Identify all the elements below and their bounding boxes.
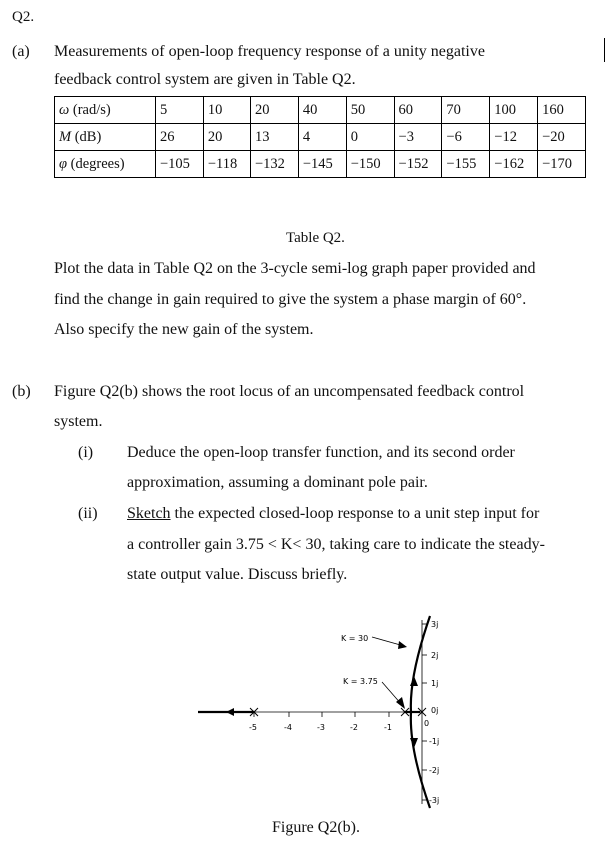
table-row-omega	[55, 97, 586, 124]
table-cell: −150	[346, 151, 394, 178]
table-cell: 5	[156, 97, 204, 124]
table-cell: 20	[203, 124, 250, 151]
table-row-magnitude	[55, 124, 586, 151]
real-tick-label: -4	[284, 723, 292, 732]
sub-i-label: (i)	[78, 444, 94, 461]
part-a-instr-line1: Plot the data in Table Q2 on the 3-cycle semi-log graph paper provided and	[54, 260, 536, 277]
imag-tick-label: 0j	[431, 706, 439, 715]
imag-tick-label: -2j	[429, 766, 440, 775]
real-tick-label: -3	[317, 723, 325, 732]
row-header-magnitude: M (dB)	[55, 124, 156, 151]
table-cell: −132	[250, 151, 298, 178]
k30-label: K = 30	[341, 634, 369, 643]
table-row-phase	[55, 151, 586, 178]
k375-label: K = 3.75	[343, 677, 378, 686]
table-cell: −162	[490, 151, 538, 178]
table-q2	[54, 96, 586, 178]
part-a-instr-line2: find the change in gain required to give the system a phase margin of 60°.	[54, 291, 527, 308]
k375-pointer-head	[396, 697, 405, 709]
table-cell: −20	[538, 124, 586, 151]
part-a-instr-line3: Also specify the new gain of the system.	[54, 321, 314, 338]
table-cell: −155	[442, 151, 490, 178]
part-b-label: (b)	[12, 383, 31, 400]
row-header-phase: φ (degrees)	[55, 151, 156, 178]
real-tick-label: -1	[384, 723, 392, 732]
table-cell: 60	[394, 97, 442, 124]
text-cursor-bar	[604, 38, 605, 62]
table-caption: Table Q2.	[286, 230, 345, 246]
table-cell: 100	[490, 97, 538, 124]
sub-ii-line1	[127, 504, 539, 523]
k30-pointer-head	[398, 641, 407, 649]
table-cell: 50	[346, 97, 394, 124]
locus-arrow-down	[410, 738, 418, 748]
root-locus-figure	[190, 606, 470, 816]
table-cell: 160	[538, 97, 586, 124]
part-a-intro-line1: Measurements of open-loop frequency response of a unity negative	[54, 43, 485, 60]
imag-tick-label: -1j	[429, 737, 440, 746]
table-cell: −145	[298, 151, 346, 178]
table-cell: −12	[490, 124, 538, 151]
part-a-intro-line2: feedback control system are given in Table Q2.	[54, 71, 356, 88]
figure-caption: Figure Q2(b).	[272, 819, 360, 836]
imag-tick-label: 2j	[431, 651, 439, 660]
sub-ii-line3: state output value. Discuss briefly.	[127, 566, 348, 583]
imag-tick-label: -3j	[429, 796, 440, 805]
locus-arrow-left	[226, 708, 234, 716]
table-cell: 0	[346, 124, 394, 151]
real-tick-label: 0	[424, 719, 430, 728]
table-cell: −170	[538, 151, 586, 178]
sub-ii-label: (ii)	[78, 505, 98, 522]
table-cell: 10	[203, 97, 250, 124]
part-b-intro-line2: system.	[54, 413, 103, 430]
table-cell: 20	[250, 97, 298, 124]
real-tick-label: -5	[249, 723, 257, 732]
table-cell: −118	[203, 151, 250, 178]
question-number: Q2.	[12, 9, 35, 25]
part-a-label: (a)	[12, 43, 30, 60]
imaginary-tick-marks	[422, 624, 430, 800]
part-b-intro-line1: Figure Q2(b) shows the root locus of an uncompensated feedback control	[54, 383, 525, 400]
imag-tick-label: 3j	[431, 620, 439, 629]
row-header-omega: ω (rad/s)	[55, 97, 156, 124]
sub-i-line1: Deduce the open-loop transfer function, and its second order	[127, 444, 515, 461]
imag-tick-label: 1j	[431, 679, 439, 688]
table-cell: 4	[298, 124, 346, 151]
locus-arrow-up	[410, 676, 418, 686]
real-tick-marks	[254, 712, 389, 717]
table-cell: −152	[394, 151, 442, 178]
locus-upper-branch	[411, 616, 430, 712]
table-cell: −6	[442, 124, 490, 151]
sub-ii-line2: a controller gain 3.75 < K< 30, taking care to indicate the steady-	[127, 536, 545, 553]
table-cell: 13	[250, 124, 298, 151]
table-cell: 26	[156, 124, 204, 151]
table-cell: −3	[394, 124, 442, 151]
real-tick-label: -2	[350, 723, 358, 732]
table-cell: 40	[298, 97, 346, 124]
table-cell: 70	[442, 97, 490, 124]
table-cell: −105	[156, 151, 204, 178]
sub-ii-line1-rest: the expected closed-loop response to a unit step input for	[170, 505, 540, 522]
sub-i-line2: approximation, assuming a dominant pole pair.	[127, 474, 428, 491]
sketch-word: Sketch	[127, 505, 171, 522]
